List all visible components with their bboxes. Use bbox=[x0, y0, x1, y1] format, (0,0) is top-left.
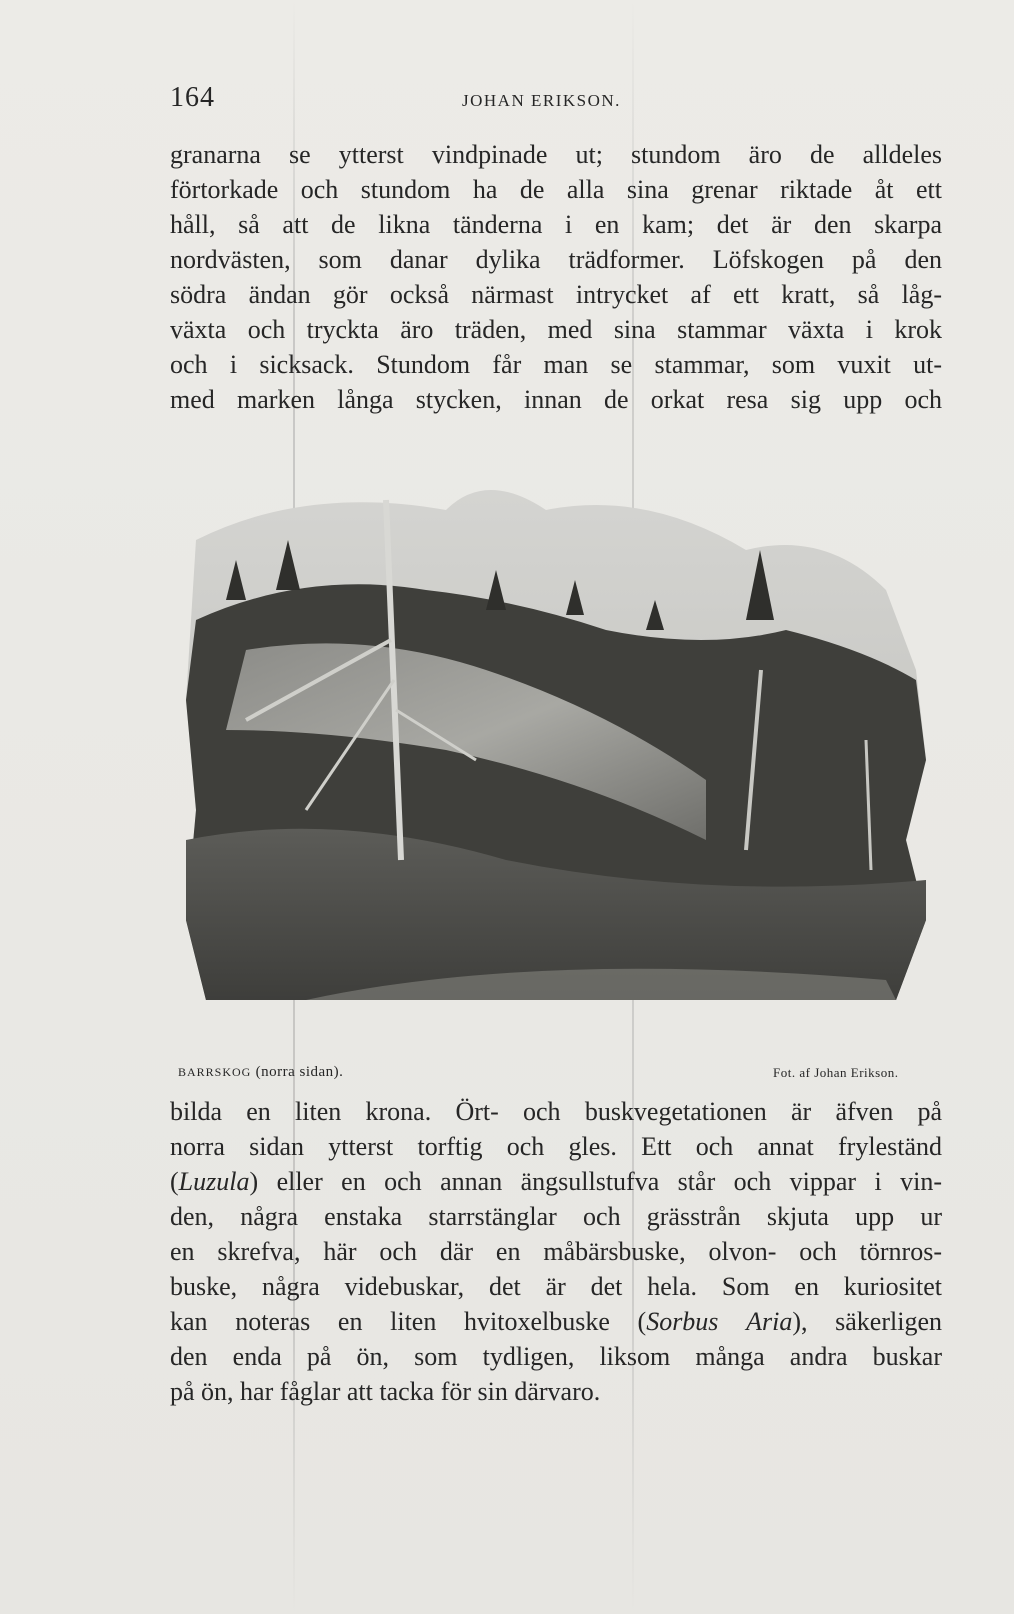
text-span: ) eller en och annan ängsullstufva står och vippar i vin- bbox=[249, 1167, 942, 1196]
text-line: växta och tryckta äro träden, med sina stammar växta i krok bbox=[170, 315, 942, 344]
text-line: bilda en liten krona. Ört- och buskvegetationen är äfven på bbox=[170, 1097, 942, 1126]
text-line: buske, några videbuskar, det är det hela. Som en kuriositet bbox=[170, 1272, 942, 1301]
text-line: södra ändan gör också närmast intrycket af ett kratt, så låg- bbox=[170, 280, 942, 309]
italic-term: Luzula bbox=[178, 1167, 250, 1196]
text-line: den enda på ön, som tydligen, liksom många andra buskar bbox=[170, 1342, 942, 1371]
caption-note: (norra sidan). bbox=[255, 1064, 344, 1080]
text-line: på ön, har fåglar att tacka för sin därvaro. bbox=[170, 1377, 601, 1406]
text-line bbox=[170, 1304, 942, 1339]
text-line: en skrefva, här och där en måbärsbuske, olvon- och törnros- bbox=[170, 1237, 942, 1266]
text-line: och i sicksack. Stundom får man se stammar, som vuxit ut- bbox=[170, 350, 942, 379]
caption-title: BARRSKOG bbox=[178, 1065, 252, 1079]
figure-caption bbox=[178, 1064, 343, 1081]
text-span: kan noteras en liten hvitoxelbuske ( bbox=[170, 1307, 647, 1336]
text-line: håll, så att de likna tänderna i en kam; det är den skarpa bbox=[170, 210, 942, 239]
text-line: nordvästen, som danar dylika trädformer. Löfskogen på den bbox=[170, 245, 942, 274]
text-line: med marken långa stycken, innan de orkat resa sig upp och bbox=[170, 385, 942, 414]
page-number: 164 bbox=[170, 82, 215, 113]
paragraph-bottom bbox=[170, 1094, 942, 1409]
paragraph-top bbox=[170, 137, 942, 417]
text-line: förtorkade och stundom ha de alla sina grenar riktade åt ett bbox=[170, 175, 942, 204]
text-line bbox=[170, 1164, 942, 1199]
photo-credit: Fot. af Johan Erikson. bbox=[773, 1065, 899, 1080]
italic-term: Sorbus bbox=[646, 1307, 719, 1336]
text-line: den, några enstaka starrstänglar och grässtrån skjuta upp ur bbox=[170, 1202, 942, 1231]
text-span: ), säkerligen bbox=[792, 1307, 942, 1336]
page-header bbox=[170, 82, 942, 122]
text-line: norra sidan ytterst torftig och gles. Ett och annat fryleständ bbox=[170, 1132, 942, 1161]
text-span: ( bbox=[170, 1167, 179, 1196]
photo-barrskog bbox=[186, 480, 946, 1028]
text-span bbox=[718, 1307, 746, 1336]
text-line: granarna se ytterst vindpinade ut; stundom äro de alldeles bbox=[170, 140, 942, 169]
running-head: JOHAN ERIKSON. bbox=[462, 91, 621, 110]
italic-term: Aria bbox=[746, 1307, 793, 1336]
